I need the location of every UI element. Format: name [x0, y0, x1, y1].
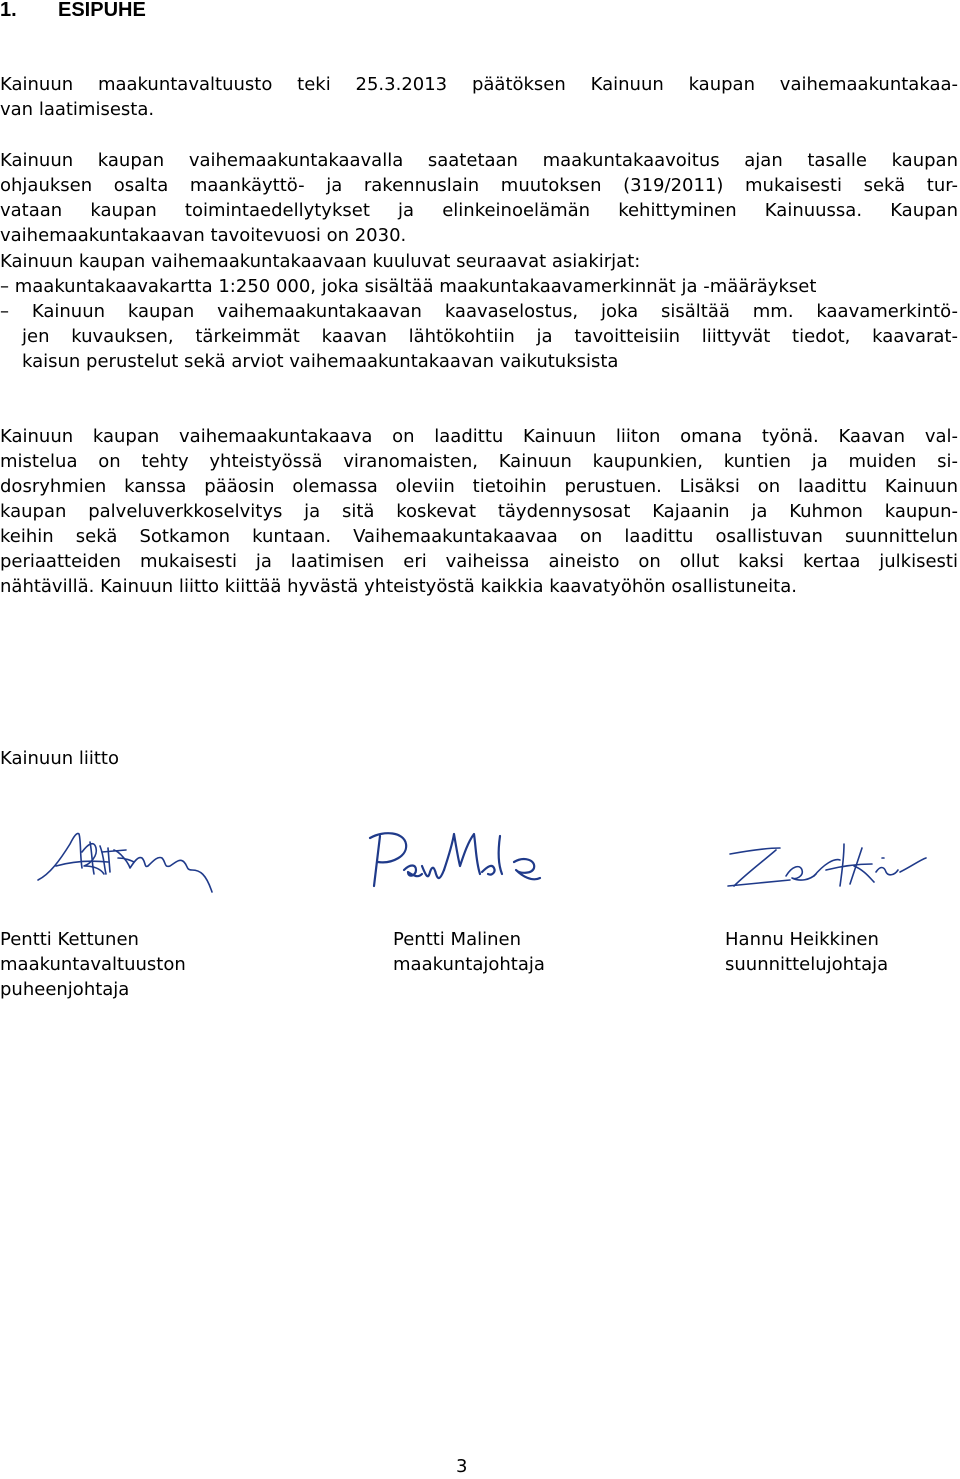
signatory-name: Hannu Heikkinen: [725, 929, 879, 950]
page-number: 3: [456, 1456, 468, 1477]
signatory-kettunen: [0, 927, 186, 1002]
paragraph-line: mistelua on tehty yhteistyössä viranomaisten, Kainuun kaupunkien, kuntien ja muiden si-: [0, 451, 958, 472]
organization-name: [0, 746, 958, 771]
signatory-heikkinen: [725, 927, 888, 977]
signatory-title: puheenjohtaja: [0, 979, 130, 1000]
signatory-title: suunnittelujohtaja: [725, 954, 889, 975]
documents-list-item: – Kainuun kaupan vaihemaakuntakaavan kaavaselostus, joka sisältää mm. kaavamerkintö-: [0, 301, 958, 322]
organization-label: Kainuun liitto: [0, 748, 120, 769]
paragraph-line: Kainuun kaupan vaihemaakuntakaava on laadittu Kainuun liiton omana työnä. Kaavan val-: [0, 426, 958, 447]
documents-list-item-continuation: kaisun perustelut sekä arviot vaihemaakuntakaavan vaikutuksista: [22, 351, 619, 372]
paragraph-line: nähtävillä. Kainuun liitto kiittää hyvästä yhteistyöstä kaikkia kaavatyöhön osallistuneita.: [0, 576, 797, 597]
signatory-name: Pentti Malinen: [393, 929, 521, 950]
paragraph-line: vataan kaupan toimintaedellytykset ja elinkeinoelämän kehittyminen Kainuussa. Kaupan: [0, 200, 958, 221]
paragraph-line: ohjauksen osalta maankäyttö- ja rakennuslain muutoksen (319/2011) mukaisesti sekä tur-: [0, 175, 958, 196]
signature-kettunen: [30, 822, 220, 902]
paragraph-line: kaupan palveluverkkoselvitys ja sitä koskevat täydennysosat Kajaanin ja Kuhmon kaupun-: [0, 501, 958, 522]
section-number: 1.: [0, 0, 17, 21]
documents-list-item: – maakuntakaavakartta 1:250 000, joka sisältää maakuntakaavamerkinnät ja -määräykset: [0, 276, 817, 297]
paragraph-line: dosryhmien kanssa pääosin olemassa oleviin tietoihin perustuen. Lisäksi on laadittu Kainuun: [0, 476, 958, 497]
signatory-name: Pentti Kettunen: [0, 929, 139, 950]
paragraph-line: Kainuun kaupan vaihemaakuntakaavalla saatetaan maakuntakaavoitus ajan tasalle kaupan: [0, 150, 958, 171]
section-heading: [0, 0, 146, 23]
signatory-title: maakuntajohtaja: [393, 954, 545, 975]
documents-intro: Kainuun kaupan vaihemaakuntakaavaan kuuluvat seuraavat asiakirjat:: [0, 251, 641, 272]
paragraph-decision: [0, 72, 958, 122]
signatory-title: maakuntavaltuuston: [0, 954, 186, 975]
paragraph-line: keihin sekä Sotkamon kuntaan. Vaihemaakuntakaavaa on laadittu osallistuvan suunnittelun: [0, 526, 958, 547]
section-title: ESIPUHE: [58, 0, 146, 21]
signature-heikkinen: [722, 836, 932, 896]
paragraph-line: vaihemaakuntakaavan tavoitevuosi on 2030.: [0, 225, 407, 246]
paragraph-line: Kainuun maakuntavaltuusto teki 25.3.2013 päätöksen Kainuun kaupan vaihemaakuntakaa-: [0, 74, 958, 95]
paragraph-line: van laatimisesta.: [0, 99, 155, 120]
paragraph-line: periaatteiden mukaisesti ja laatimisen eri vaiheissa aineisto on ollut kaksi kertaa julkisesti: [0, 551, 958, 572]
documents-list-item-continuation: jen kuvauksen, tärkeimmät kaavan lähtökohtiin ja tavoitteisiin liittyvät tiedot, kaavarat-: [22, 326, 958, 347]
paragraph-purpose: [0, 148, 958, 248]
paragraph-preparation: [0, 424, 958, 599]
signature-malinen: [364, 826, 549, 892]
signatory-malinen: [393, 927, 545, 977]
documents-list-section: [0, 249, 958, 374]
